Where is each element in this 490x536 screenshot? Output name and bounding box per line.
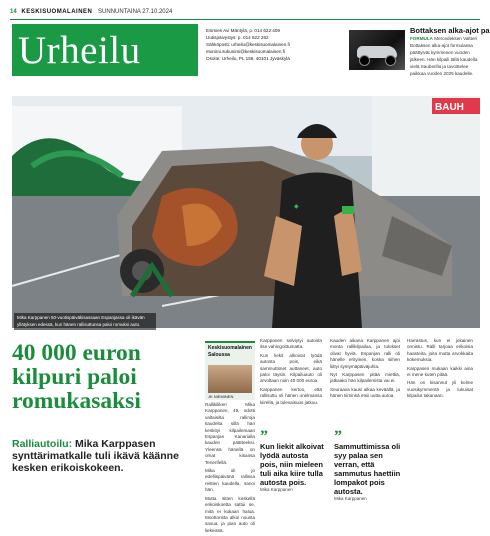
- pull-quote-2: [334, 428, 402, 502]
- header-rule: [10, 19, 480, 20]
- car-wheel: [359, 55, 370, 66]
- subhead-text: Mika Karppasen synttärimatkalle tuli ikävä käänne kesken erikoiskokeen.: [12, 438, 179, 474]
- contact-line: etunimi.sukunimi@keskisuomalainen.fi: [206, 49, 285, 54]
- pull-quote-author: Mika Karppanen: [334, 496, 367, 501]
- burned-car-photo: [12, 96, 480, 328]
- article-column-2: [260, 338, 322, 408]
- quote-mark-icon: ”: [260, 428, 268, 445]
- newspaper-name: KESKISUOMALAINEN: [21, 9, 93, 15]
- pull-quote-text: Kun liekit alkoivat lyödä autosta pois, niin mieleen tuli aika kiire tulla autosta pois.: [260, 442, 324, 487]
- car-wheel: [385, 55, 396, 66]
- lead-photo: [12, 96, 480, 328]
- photo-caption: Mika Karppanen 50-vuotispäiväkisassaan Espanjassa oli ikävän yllätyksen edessä, kun hänen rallisuttunsa paloi romuksi auto.: [14, 313, 156, 330]
- svg-text:◆: ◆: [294, 204, 299, 210]
- quote-mark-icon: ”: [334, 428, 342, 445]
- author-box-label: Keskisuomalainen Saloussa: [208, 345, 252, 358]
- teaser-image: [349, 30, 405, 70]
- svg-text:BAUH: BAUH: [435, 102, 464, 113]
- teaser-kicker: FORMULA: [410, 36, 433, 41]
- article-column-1: [205, 402, 255, 536]
- pull-quote-1: [260, 428, 324, 493]
- section-banner: [12, 24, 198, 76]
- article-paragraph: Hän on kisannut yli kolme vuosikymmentä ja lukuisat kilpailut takanaan.: [407, 380, 473, 399]
- issue-date: SUNNUNTAINA 27.10.2024: [98, 9, 173, 15]
- contact-line: Osoite: Urheilu, PL 159, 40101 Jyväskylä: [206, 56, 290, 61]
- article-paragraph: Karppanen selviytyi autosta itse vahingoittumatta.: [260, 338, 322, 350]
- pull-quote-author: Mika Karppanen: [260, 487, 293, 492]
- page-number: 14: [10, 9, 17, 15]
- article-column-4: [407, 338, 473, 402]
- article-paragraph: Nyt Karppasen pitää miettiä, jatkaako hän kilpailemista vai ei.: [330, 372, 400, 384]
- contact-line: Sähköposti: urheilu@keskisuomalainen.fi: [206, 42, 290, 47]
- author-photo: [208, 365, 252, 393]
- teaser-title: Bottaksen alka-ajot pa: [410, 26, 490, 35]
- article-paragraph: Kauden aikana Karppanen ajoi monta rallikilpailua, ja tulokset olivat hyviä. Espanjan ralli oli hänelle erityinen, koska siihen liittyi syntymäpäiväjuhla.: [330, 338, 400, 369]
- article-headline: 40 000 euron kilpuri paloi romukasaksi: [12, 340, 141, 414]
- article-paragraph: Mika oli jo edellispäivänä rallissa reittien kaudella, sanoi hän.: [205, 468, 255, 493]
- teaser-box: [410, 26, 490, 77]
- contact-line: Uutispäivystys: p. 014 622 262: [206, 35, 269, 40]
- section-contact: [206, 27, 346, 62]
- article-paragraph: Rallikilikeri Mika Karppanen, 49, odotti valtaisilta ralliroja kaudelta sillä hän keskityi kilpailemaan Espanjan Kanarialla kauden päätteeksi. Yleensä hänellä on omat kisansa Tenerifellä.: [205, 402, 255, 465]
- author-name: JK NIEMINEN: [208, 394, 234, 399]
- subhead-kicker: Ralliautoilu:: [12, 438, 73, 450]
- teaser-text: [410, 35, 480, 77]
- article-column-3: [330, 338, 400, 402]
- pull-quote-text: Sammuttimissa oli syy palaa sen verran, että sammutus haettiin lompakot pois autosta.: [334, 442, 401, 496]
- article-paragraph: Karppasen mukaan kaikki aina ei mene kuten pitää.: [407, 365, 473, 378]
- section-title: Urheilu: [18, 29, 141, 72]
- author-box: [205, 341, 255, 400]
- article-subhead: [12, 438, 198, 474]
- article-paragraph: Kun liekit alkoivat lyödä autosta pois, eikä sammuttimet auttaneet, auto paloi täysin. Kilpailuauto oli arvoltaan noin 40 000 euroa.: [260, 352, 322, 384]
- article-paragraph: Mutta sitten keskellä erikoiskoetta sattui se, mitä ei kukaan halua. Moottorista alkoi nousta savua, ja pian auto oli liekeissä.: [205, 495, 255, 533]
- contact-line: Esimies Avi Mäntylä, p. 014 622 409: [206, 28, 280, 33]
- article-paragraph: Harrastus, kun ei jokainen onnistu. Ralli tarjoaa erikoisia haasteita, joita mutta arvokkaita kokemuksia.: [407, 338, 473, 363]
- teaser-body: Mercedeksen Valtteri Bottaksen alka-ajot formulassa päättyivät kymmenen vuoden jälkeen. Hän kilpaili tällä kaudella vielä Sauberilla ja tavoittelee paikkaa vuoden 2025 kaudelle.: [410, 36, 478, 76]
- page-header: [10, 6, 470, 18]
- article-paragraph: Seuraava kausi alkaa keväällä, ja hänen tiiminsä etsii uutta autoa.: [330, 386, 400, 399]
- article-paragraph: Karppanen kertoo, että rallisuttu oli hänen unelmansa kiirellä, ja tulevaisuus jatkuu.: [260, 386, 322, 405]
